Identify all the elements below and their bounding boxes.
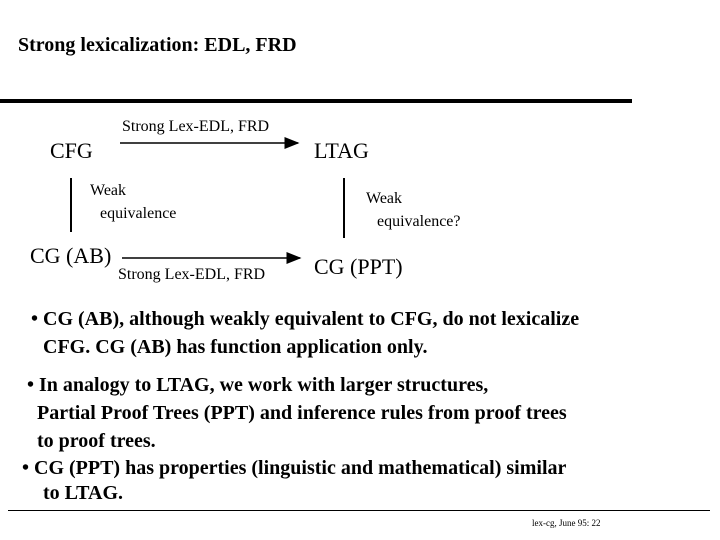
ltag-node: LTAG [314,138,369,163]
right-weak-line [343,178,345,238]
slide-title: Strong lexicalization: EDL, FRD [18,34,297,56]
right-weak-label-1: Weak [366,190,403,207]
footer-text: lex-cg, June 95: 22 [532,518,601,528]
top-arrow-label: Strong Lex-EDL, FRD [122,118,270,135]
cfg-node: CFG [50,138,93,163]
right-weak-label-2: equivalence? [377,213,461,230]
left-weak-label-2: equivalence [100,205,177,222]
bullet-2-line-3: to proof trees. [37,430,156,452]
bullet-1-line-2: CFG. CG (AB) has function application only. [43,336,428,358]
bottom-arrow-label: Strong Lex-EDL, FRD [118,266,266,283]
cg-ppt-node: CG (PPT) [314,254,403,279]
bullet-1-line-1: • CG (AB), although weakly equivalent to CFG, do not lexicalize [31,308,580,330]
bullet-2-line-1: • In analogy to LTAG, we work with larger structures, [27,374,489,396]
cg-ab-node: CG (AB) [30,243,112,268]
left-weak-label-1: Weak [90,182,127,199]
bullet-3-line-2: to LTAG. [43,482,124,504]
bullet-2-line-2: Partial Proof Trees (PPT) and inference rules from proof trees [37,402,567,424]
footer-rule [8,510,710,511]
bullet-3-line-1: • CG (PPT) has properties (linguistic and mathematical) similar [22,457,567,479]
left-weak-line [70,178,72,232]
